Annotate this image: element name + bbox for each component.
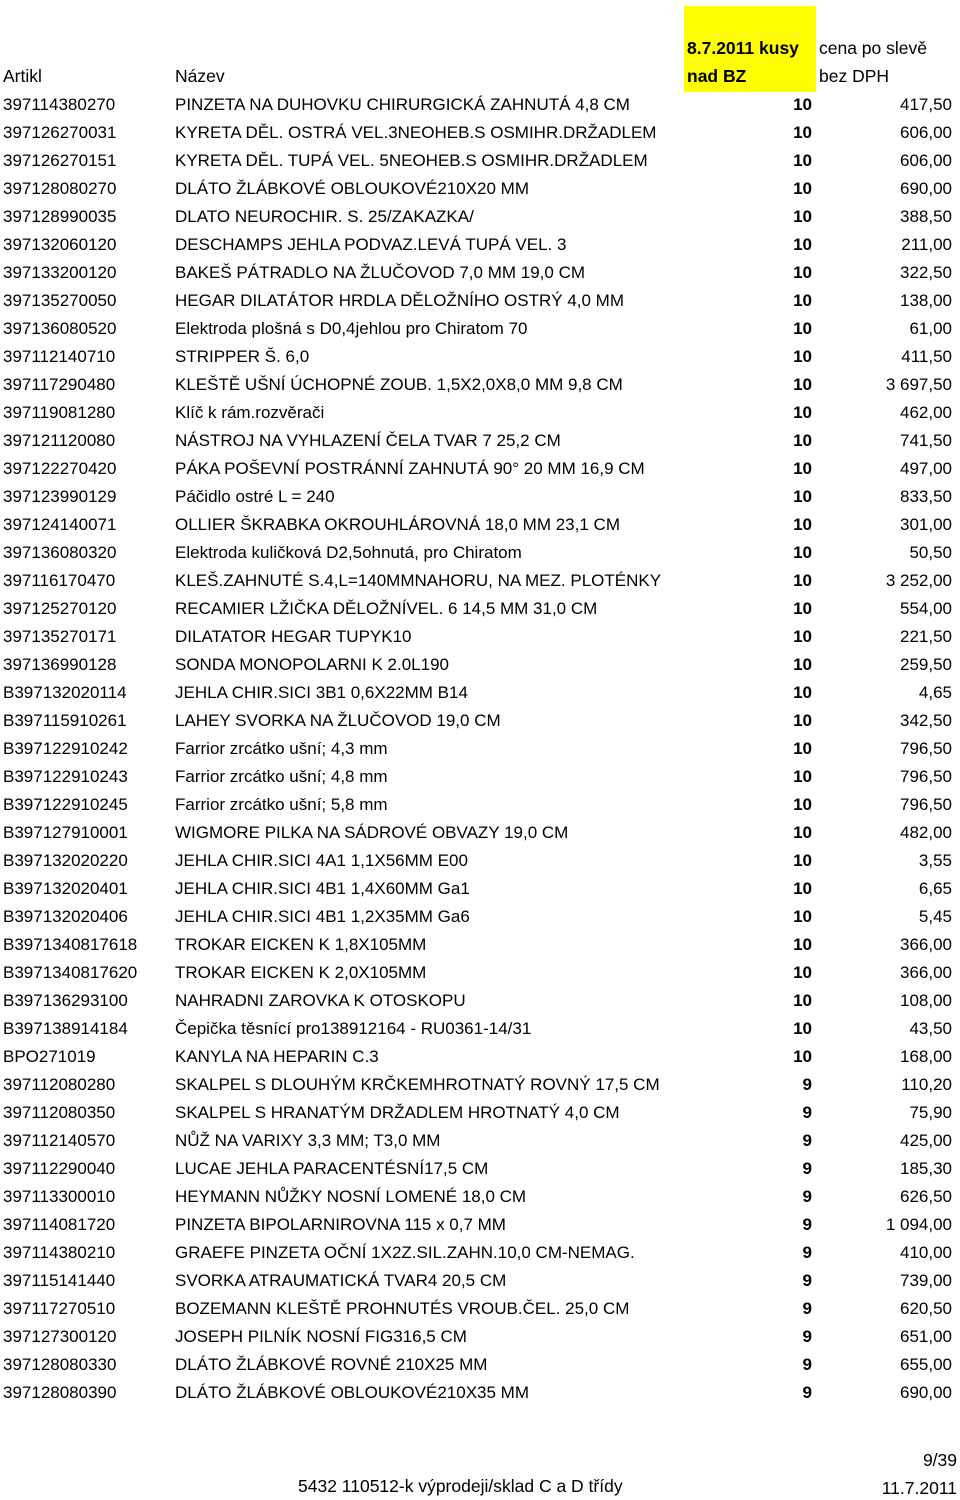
footer-date: 11.7.2011 (881, 1478, 957, 1498)
artikl-cell: 397113300010 (3, 1187, 116, 1206)
qty-cell: 10 (793, 151, 812, 170)
table-row (0, 315, 960, 343)
price-cell: 50,50 (909, 543, 952, 562)
table-row (0, 819, 960, 847)
table-row (0, 343, 960, 371)
qty-cell: 10 (793, 403, 812, 422)
price-header-line1: cena po slevě (819, 38, 927, 58)
artikl-cell: B397122910242 (3, 739, 128, 758)
nazev-cell: SKALPEL S DLOUHÝM KRČKEMHROTNATÝ ROVNÝ 17,5 CM (175, 1075, 660, 1094)
artikl-cell: 397114380210 (3, 1243, 116, 1262)
artikl-cell: B397138914184 (3, 1019, 128, 1038)
artikl-cell: B397132020220 (3, 851, 128, 870)
table-row (0, 679, 960, 707)
qty-cell: 10 (793, 263, 812, 282)
price-cell: 211,00 (901, 235, 952, 254)
qty-cell: 9 (802, 1383, 812, 1402)
qty-cell: 10 (793, 627, 812, 646)
qty-cell: 9 (802, 1299, 812, 1318)
price-cell: 388,50 (900, 207, 952, 226)
nazev-cell: Farrior zrcátko ušní; 4,8 mm (175, 767, 388, 786)
price-cell: 462,00 (900, 403, 952, 422)
price-cell: 366,00 (900, 963, 952, 982)
qty-cell: 10 (793, 207, 812, 226)
table-row (0, 455, 960, 483)
table-row (0, 1239, 960, 1267)
nazev-cell: SONDA MONOPOLARNI K 2.0L190 (175, 655, 449, 674)
table-row (0, 1211, 960, 1239)
table-row (0, 1127, 960, 1155)
price-cell: 411,50 (901, 347, 952, 366)
table-row (0, 399, 960, 427)
qty-cell: 9 (802, 1159, 812, 1178)
artikl-cell: B397122910243 (3, 767, 128, 786)
nazev-cell: LAHEY SVORKA NA ŽLUČOVOD 19,0 CM (175, 711, 501, 730)
table-row (0, 1351, 960, 1379)
artikl-cell: B3971340817620 (3, 963, 138, 982)
footer-file-name: 5432 110512-k výprodeji/sklad C a D třídy (298, 1476, 623, 1496)
price-cell: 417,50 (900, 95, 952, 114)
price-cell: 4,65 (918, 683, 952, 702)
nazev-cell: LUCAE JEHLA PARACENTÉSNÍ17,5 CM (175, 1159, 489, 1178)
table-row (0, 791, 960, 819)
table-row (0, 259, 960, 287)
artikl-cell: 397121120080 (3, 431, 116, 450)
qty-cell: 9 (802, 1075, 812, 1094)
artikl-cell: B3971340817618 (3, 935, 138, 954)
table-row (0, 175, 960, 203)
qty-cell: 10 (793, 347, 812, 366)
nazev-cell: KANYLA NA HEPARIN C.3 (175, 1047, 379, 1066)
page-number: 9/39 (922, 1450, 957, 1470)
qty-cell: 10 (793, 851, 812, 870)
price-cell: 1 094,00 (885, 1215, 952, 1234)
table-row (0, 623, 960, 651)
artikl-cell: B397122910245 (3, 795, 128, 814)
artikl-cell: 397135270171 (3, 627, 117, 646)
nazev-cell: TROKAR EICKEN K 1,8X105MM (175, 935, 427, 954)
table-row (0, 1015, 960, 1043)
price-cell: 3 252,00 (885, 571, 952, 590)
price-cell: 739,00 (900, 1271, 952, 1290)
artikl-cell: 397127300120 (3, 1327, 117, 1346)
nazev-cell: DESCHAMPS JEHLA PODVAZ.LEVÁ TUPÁ VEL. 3 (175, 235, 567, 254)
table-row (0, 1267, 960, 1295)
nazev-cell: DLÁTO ŽLÁBKOVÉ OBLOUKOVÉ210X20 MM (175, 179, 529, 198)
qty-cell: 10 (793, 179, 812, 198)
nazev-cell: Farrior zrcátko ušní; 4,3 mm (175, 739, 388, 758)
table-row (0, 1323, 960, 1351)
artikl-cell: 397128990035 (3, 207, 117, 226)
nazev-cell: BAKEŠ PÁTRADLO NA ŽLUČOVOD 7,0 MM 19,0 CM (175, 263, 586, 282)
table-row (0, 707, 960, 735)
nazev-cell: Čepička těsnící pro138912164 - RU0361-14/31 (175, 1019, 532, 1038)
table-row (0, 1043, 960, 1071)
qty-cell: 10 (793, 515, 812, 534)
price-cell: 741,50 (900, 431, 952, 450)
nazev-cell: DLATO NEUROCHIR. S. 25/ZAKAZKA/ (175, 207, 474, 226)
price-cell: 655,00 (900, 1355, 952, 1374)
qty-cell: 10 (793, 543, 812, 562)
qty-cell: 9 (802, 1187, 812, 1206)
price-cell: 185,30 (900, 1159, 952, 1178)
nazev-cell: GRAEFE PINZETA OČNÍ 1X2Z.SIL.ZAHN.10,0 CM-NEMAG. (175, 1243, 635, 1262)
table-row (0, 1155, 960, 1183)
table-row (0, 511, 960, 539)
artikl-cell: 397112140710 (3, 347, 116, 366)
nazev-cell: SVORKA ATRAUMATICKÁ TVAR4 20,5 CM (175, 1271, 507, 1290)
nazev-cell: PINZETA BIPOLARNIROVNA 115 x 0,7 MM (175, 1215, 506, 1234)
artikl-cell: 397116170470 (3, 571, 116, 590)
table-row (0, 1183, 960, 1211)
nazev-cell: WIGMORE PILKA NA SÁDROVÉ OBVAZY 19,0 CM (175, 823, 569, 842)
table-row (0, 287, 960, 315)
qty-cell: 10 (793, 375, 812, 394)
nazev-cell: DLÁTO ŽLÁBKOVÉ OBLOUKOVÉ210X35 MM (175, 1383, 529, 1402)
artikl-cell: 397124140071 (3, 515, 117, 534)
nazev-cell: JEHLA CHIR.SICI 4B1 1,4X60MM Ga1 (175, 879, 470, 898)
table-row (0, 1295, 960, 1323)
artikl-cell: 397112080350 (3, 1103, 116, 1122)
price-cell: 61,00 (909, 319, 952, 338)
qty-cell: 10 (793, 823, 812, 842)
qty-cell: 10 (793, 683, 812, 702)
nazev-cell: TROKAR EICKEN K 2,0X105MM (175, 963, 427, 982)
nazev-cell: HEYMANN NŮŽKY NOSNÍ LOMENÉ 18,0 CM (175, 1187, 527, 1206)
nazev-cell: Farrior zrcátko ušní; 5,8 mm (175, 795, 388, 814)
qty-cell: 10 (793, 235, 812, 254)
artikl-cell: B397132020401 (3, 879, 128, 898)
artikl-cell: 397132060120 (3, 235, 117, 254)
price-cell: 3 697,50 (885, 375, 952, 394)
artikl-cell: 397122270420 (3, 459, 117, 478)
qty-cell: 10 (793, 431, 812, 450)
price-cell: 259,50 (900, 655, 952, 674)
price-cell: 6,65 (918, 879, 952, 898)
nazev-cell: Elektroda kuličková D2,5ohnutá, pro Chiratom (175, 543, 522, 562)
qty-cell: 10 (793, 907, 812, 926)
artikl-cell: 397123990129 (3, 487, 117, 506)
table-row (0, 903, 960, 931)
nazev-cell: JEHLA CHIR.SICI 4B1 1,2X35MM Ga6 (175, 907, 470, 926)
artikl-cell: 397128080270 (3, 179, 117, 198)
table-row (0, 763, 960, 791)
table-row (0, 1099, 960, 1127)
price-cell: 482,00 (900, 823, 952, 842)
artikl-header: Artikl (3, 66, 42, 86)
table-row (0, 539, 960, 567)
table-row (0, 987, 960, 1015)
price-cell: 606,00 (900, 151, 952, 170)
qty-cell: 9 (802, 1131, 812, 1150)
table-row (0, 567, 960, 595)
nazev-cell: NŮŽ NA VARIXY 3,3 MM; T3,0 MM (175, 1131, 441, 1150)
nazev-cell: PINZETA NA DUHOVKU CHIRURGICKÁ ZAHNUTÁ 4,8 CM (175, 95, 630, 114)
price-cell: 3,55 (918, 851, 952, 870)
table-row (0, 371, 960, 399)
table-row (0, 231, 960, 259)
table-row (0, 427, 960, 455)
nazev-cell: STRIPPER Š. 6,0 (175, 347, 310, 366)
price-cell: 690,00 (900, 1383, 952, 1402)
table-row (0, 595, 960, 623)
qty-cell: 10 (793, 655, 812, 674)
price-header-line2: bez DPH (819, 66, 890, 86)
artikl-cell: 397128080390 (3, 1383, 117, 1402)
price-cell: 75,90 (909, 1103, 952, 1122)
nazev-cell: PÁKA POŠEVNÍ POSTRÁNNÍ ZAHNUTÁ 90° 20 MM 16,9 CM (175, 459, 645, 478)
table-row (0, 1071, 960, 1099)
nazev-cell: JEHLA CHIR.SICI 4A1 1,1X56MM E00 (175, 851, 468, 870)
qty-cell: 9 (802, 1215, 812, 1234)
artikl-cell: B397136293100 (3, 991, 128, 1010)
table-row (0, 1379, 960, 1407)
table-row (0, 847, 960, 875)
price-cell: 425,00 (900, 1131, 952, 1150)
qty-header-line1: 8.7.2011 kusy (687, 38, 799, 58)
artikl-cell: 397112080280 (3, 1075, 116, 1094)
artikl-cell: 397126270031 (3, 123, 117, 142)
table-row (0, 931, 960, 959)
nazev-cell: OLLIER ŠKRABKA OKROUHLÁROVNÁ 18,0 MM 23,1 CM (175, 515, 620, 534)
artikl-cell: 397133200120 (3, 263, 117, 282)
artikl-cell: B397132020406 (3, 907, 128, 926)
nazev-cell: Klíč k rám.rozvěrači (175, 403, 325, 422)
artikl-cell: 397117270510 (3, 1299, 116, 1318)
table-row (0, 735, 960, 763)
qty-cell: 9 (802, 1327, 812, 1346)
qty-cell: 9 (802, 1103, 812, 1122)
qty-cell: 10 (793, 1047, 812, 1066)
product-table (0, 91, 960, 1407)
qty-cell: 10 (793, 487, 812, 506)
artikl-cell: B397127910001 (3, 823, 128, 842)
price-cell: 796,50 (900, 795, 952, 814)
price-cell: 138,00 (900, 291, 952, 310)
nazev-cell: KLEŠTĚ UŠNÍ ÚCHOPNÉ ZOUB. 1,5X2,0X8,0 MM 9,8 CM (175, 375, 623, 394)
artikl-cell: 397112290040 (3, 1159, 116, 1178)
table-row (0, 119, 960, 147)
table-row (0, 147, 960, 175)
nazev-cell: DILATATOR HEGAR TUPYK10 (175, 627, 412, 646)
nazev-cell: RECAMIER LŽIČKA DĚLOŽNÍVEL. 6 14,5 MM 31,0 CM (175, 599, 598, 618)
artikl-cell: 397128080330 (3, 1355, 117, 1374)
table-row (0, 959, 960, 987)
qty-cell: 9 (802, 1355, 812, 1374)
price-cell: 554,00 (900, 599, 952, 618)
nazev-cell: BOZEMANN KLEŠTĚ PROHNUTÉS VROUB.ČEL. 25,0 CM (175, 1299, 630, 1318)
artikl-cell: 397114081720 (3, 1215, 116, 1234)
artikl-cell: 397136080320 (3, 543, 117, 562)
qty-cell: 10 (793, 1019, 812, 1038)
price-cell: 606,00 (900, 123, 952, 142)
artikl-cell: BPO271019 (3, 1047, 96, 1066)
qty-cell: 10 (793, 459, 812, 478)
nazev-cell: Elektroda plošná s D0,4jehlou pro Chiratom 70 (175, 319, 528, 338)
nazev-cell: DLÁTO ŽLÁBKOVÉ ROVNÉ 210X25 MM (175, 1355, 488, 1374)
qty-cell: 10 (793, 319, 812, 338)
qty-cell: 10 (793, 767, 812, 786)
artikl-cell: 397117290480 (3, 375, 116, 394)
qty-cell: 10 (793, 95, 812, 114)
nazev-cell: JEHLA CHIR.SICI 3B1 0,6X22MM B14 (175, 683, 468, 702)
artikl-cell: 397136990128 (3, 655, 117, 674)
artikl-cell: 397115141440 (3, 1271, 116, 1290)
price-cell: 110,20 (901, 1075, 952, 1094)
price-cell: 796,50 (900, 767, 952, 786)
price-cell: 342,50 (900, 711, 952, 730)
table-row (0, 483, 960, 511)
qty-cell: 10 (793, 599, 812, 618)
qty-cell: 9 (802, 1271, 812, 1290)
nazev-cell: KYRETA DĚL. OSTRÁ VEL.3NEOHEB.S OSMIHR.DRŽADLEM (175, 123, 657, 142)
qty-cell: 10 (793, 935, 812, 954)
qty-cell: 10 (793, 123, 812, 142)
nazev-cell: SKALPEL S HRANATÝM DRŽADLEM HROTNATÝ 4,0 CM (175, 1103, 620, 1122)
table-row (0, 651, 960, 679)
artikl-cell: 397136080520 (3, 319, 117, 338)
nazev-cell: Páčidlo ostré L = 240 (175, 487, 335, 506)
artikl-cell: B397115910261 (3, 711, 127, 730)
price-cell: 626,50 (900, 1187, 952, 1206)
artikl-cell: 397119081280 (3, 403, 116, 422)
price-cell: 366,00 (900, 935, 952, 954)
price-cell: 796,50 (900, 739, 952, 758)
nazev-cell: KYRETA DĚL. TUPÁ VEL. 5NEOHEB.S OSMIHR.DRŽADLEM (175, 151, 648, 170)
price-cell: 651,00 (900, 1327, 952, 1346)
price-cell: 620,50 (900, 1299, 952, 1318)
nazev-cell: NAHRADNI ZAROVKA K OTOSKOPU (175, 991, 466, 1010)
price-cell: 5,45 (918, 907, 952, 926)
artikl-cell: 397114380270 (3, 95, 116, 114)
price-cell: 410,00 (900, 1243, 952, 1262)
qty-cell: 10 (793, 711, 812, 730)
nazev-cell: JOSEPH PILNÍK NOSNÍ FIG316,5 CM (175, 1327, 467, 1346)
nazev-header: Název (175, 66, 225, 86)
table-row (0, 203, 960, 231)
price-cell: 168,00 (900, 1047, 952, 1066)
qty-header-line2: nad BZ (687, 66, 747, 86)
nazev-cell: NÁSTROJ NA VYHLAZENÍ ČELA TVAR 7 25,2 CM (175, 431, 561, 450)
qty-cell: 9 (802, 1243, 812, 1262)
qty-cell: 10 (793, 795, 812, 814)
price-cell: 43,50 (909, 1019, 952, 1038)
nazev-cell: KLEŠ.ZAHNUTÉ S.4,L=140MMNAHORU, NA MEZ. PLOTÉNKY (175, 571, 662, 590)
artikl-cell: 397135270050 (3, 291, 117, 310)
qty-cell: 10 (793, 879, 812, 898)
price-cell: 690,00 (900, 179, 952, 198)
price-cell: 833,50 (900, 487, 952, 506)
table-row (0, 91, 960, 119)
artikl-cell: 397112140570 (3, 1131, 116, 1150)
qty-cell: 10 (793, 739, 812, 758)
nazev-cell: HEGAR DILATÁTOR HRDLA DĚLOŽNÍHO OSTRÝ 4,0 MM (175, 291, 625, 310)
qty-cell: 10 (793, 291, 812, 310)
qty-cell: 10 (793, 991, 812, 1010)
price-cell: 322,50 (900, 263, 952, 282)
artikl-cell: 397125270120 (3, 599, 117, 618)
price-cell: 108,00 (900, 991, 952, 1010)
price-cell: 497,00 (900, 459, 952, 478)
price-cell: 301,00 (900, 515, 952, 534)
price-cell: 221,50 (900, 627, 952, 646)
qty-cell: 10 (793, 571, 812, 590)
table-row (0, 875, 960, 903)
artikl-cell: 397126270151 (3, 151, 117, 170)
artikl-cell: B397132020114 (3, 683, 127, 702)
qty-cell: 10 (793, 963, 812, 982)
